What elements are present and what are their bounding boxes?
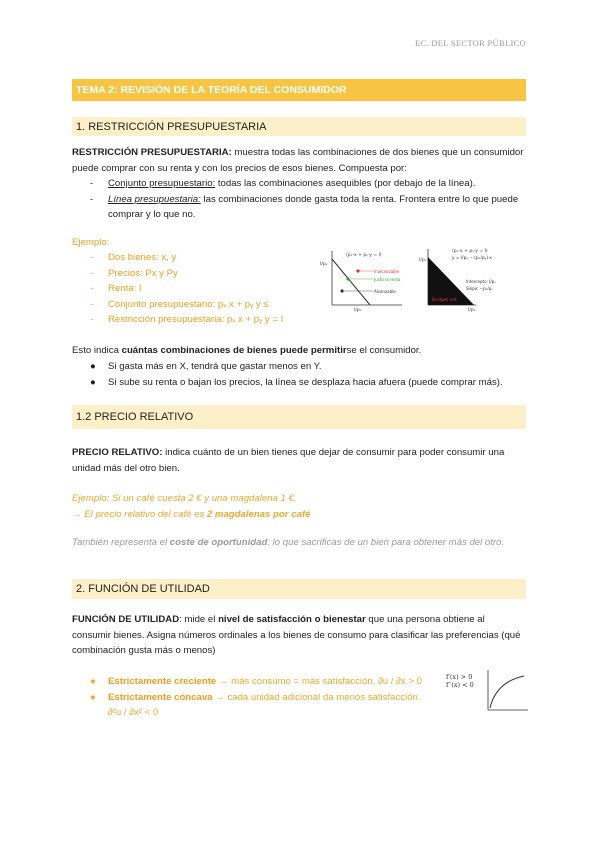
list-item: - Conjunto presupuestario: todas las combinaciones asequibles (por debajo de la línea). bbox=[90, 178, 476, 189]
graph2-slope-intercept: y = I/pᵧ − (pₓ/pᵧ)·x bbox=[452, 256, 492, 261]
legend-exact: Justo la renta bbox=[374, 277, 401, 282]
budget-components-list bbox=[72, 176, 526, 223]
example-list bbox=[72, 250, 312, 328]
legend-unreachable: Inalcanzable bbox=[374, 269, 400, 274]
list-item: - Dos bienes: x, y bbox=[90, 252, 177, 263]
list-item: ● Estrictamente cóncava → cada unidad adicional da menos satisfacción. bbox=[90, 691, 421, 703]
list-item: - Precios: Px y Py bbox=[90, 267, 178, 279]
budget-set-label: Budget set bbox=[432, 298, 457, 303]
y-intercept-label-2: I/pᵧ bbox=[419, 258, 427, 263]
utility-properties bbox=[72, 674, 432, 721]
running-header: EC. DEL SECTOR PÚBLICO bbox=[415, 38, 526, 48]
list-item: - Conjunto presupuestario: pₓ x + pᵧ y ≤ bbox=[90, 298, 269, 310]
list-item: ● Si sube su renta o bajan los precios, la línea se desplaza hacia afuera (puede comprar más). bbox=[90, 376, 503, 388]
list-item: ● Si gasta más en X, tendrá que gastar menos en Y. bbox=[90, 361, 322, 372]
opportunity-cost-note: También representa el coste de oportunidad: lo que sacrificas de un bien para obtener más del otro. bbox=[72, 537, 505, 548]
relative-price-example: Ejemplo: Si un café cuesta 2 € y una magdalena 1 €, → El precio relativo del café es 2 magdalenas por café bbox=[72, 493, 311, 520]
list-item: - Restricción presupuestaria: pₓ x + pᵧ y = I bbox=[90, 314, 284, 325]
section-heading-2: 2. FUNCIÓN DE UTILIDAD bbox=[72, 579, 526, 599]
list-item: - Línea presupuestaria: las combinaciones donde gasta toda la renta. Frontera entre lo que puede comprar y lo que no. bbox=[90, 193, 519, 220]
derivative-conditions: f′(x) > 0 f′′(x) < 0 bbox=[446, 673, 474, 689]
example-label: Ejemplo: bbox=[72, 237, 110, 248]
budget-summary: Esto indica cuántas combinaciones de bienes puede permitirse el consumidor. bbox=[72, 345, 422, 356]
x-intercept-label: I/pₓ bbox=[354, 308, 362, 313]
utility-definition: FUNCIÓN DE UTILIDAD: mide el nivel de satisfacción o bienestar que una persona obtiene al consumir bienes. Asigna números ordinales a los bienes de consumo para clasificar las preferencias (qué combinación gusta más o menos) bbox=[72, 614, 521, 656]
y-intercept-label: I/pᵧ bbox=[320, 262, 328, 267]
graph2-legend-slope: Slope: −pₓ/pᵧ bbox=[466, 286, 493, 291]
budget-bullets bbox=[72, 359, 526, 390]
budget-line-graph bbox=[318, 247, 406, 313]
relative-price-definition: PRECIO RELATIVO: indica cuánto de un bien tienes que dejar de consumir para poder consumir una unidad más del otro bien. bbox=[72, 447, 505, 474]
graph-equation: (pₓ·x + pᵧ·y = I) bbox=[346, 253, 382, 258]
graph2-legend-intercept: Intercepto: I/pᵧ bbox=[466, 279, 496, 284]
graph2-equation: (pₓ·x + pᵧ·y = I) bbox=[452, 249, 488, 254]
list-item: ∂²u / ∂x² < 0 bbox=[108, 707, 159, 718]
topic-title: TEMA 2: REVISIÓN DE LA TEORÍA DEL CONSUMIDOR bbox=[72, 79, 526, 101]
legend-reachable: Alcanzable bbox=[374, 289, 396, 294]
budget-definition: RESTRICCIÓN PRESUPUESTARIA: muestra todas las combinaciones de dos bienes que un consumidor puede comprar con su renta y con los precios de esos bienes. Compuesta por: bbox=[72, 147, 524, 174]
section-heading-1-2: 1.2 PRECIO RELATIVO bbox=[72, 405, 526, 429]
budget-set-graph bbox=[418, 245, 518, 315]
concave-utility-graph bbox=[484, 668, 530, 714]
section-heading-1: 1. RESTRICCIÓN PRESUPUESTARIA bbox=[72, 117, 526, 136]
list-item: - Renta: I bbox=[90, 283, 142, 294]
x-intercept-label-2: I/pₓ bbox=[468, 308, 476, 313]
list-item: ● Estrictamente creciente → más consumo = más satisfacción. ∂u / ∂x > 0 bbox=[90, 676, 422, 687]
